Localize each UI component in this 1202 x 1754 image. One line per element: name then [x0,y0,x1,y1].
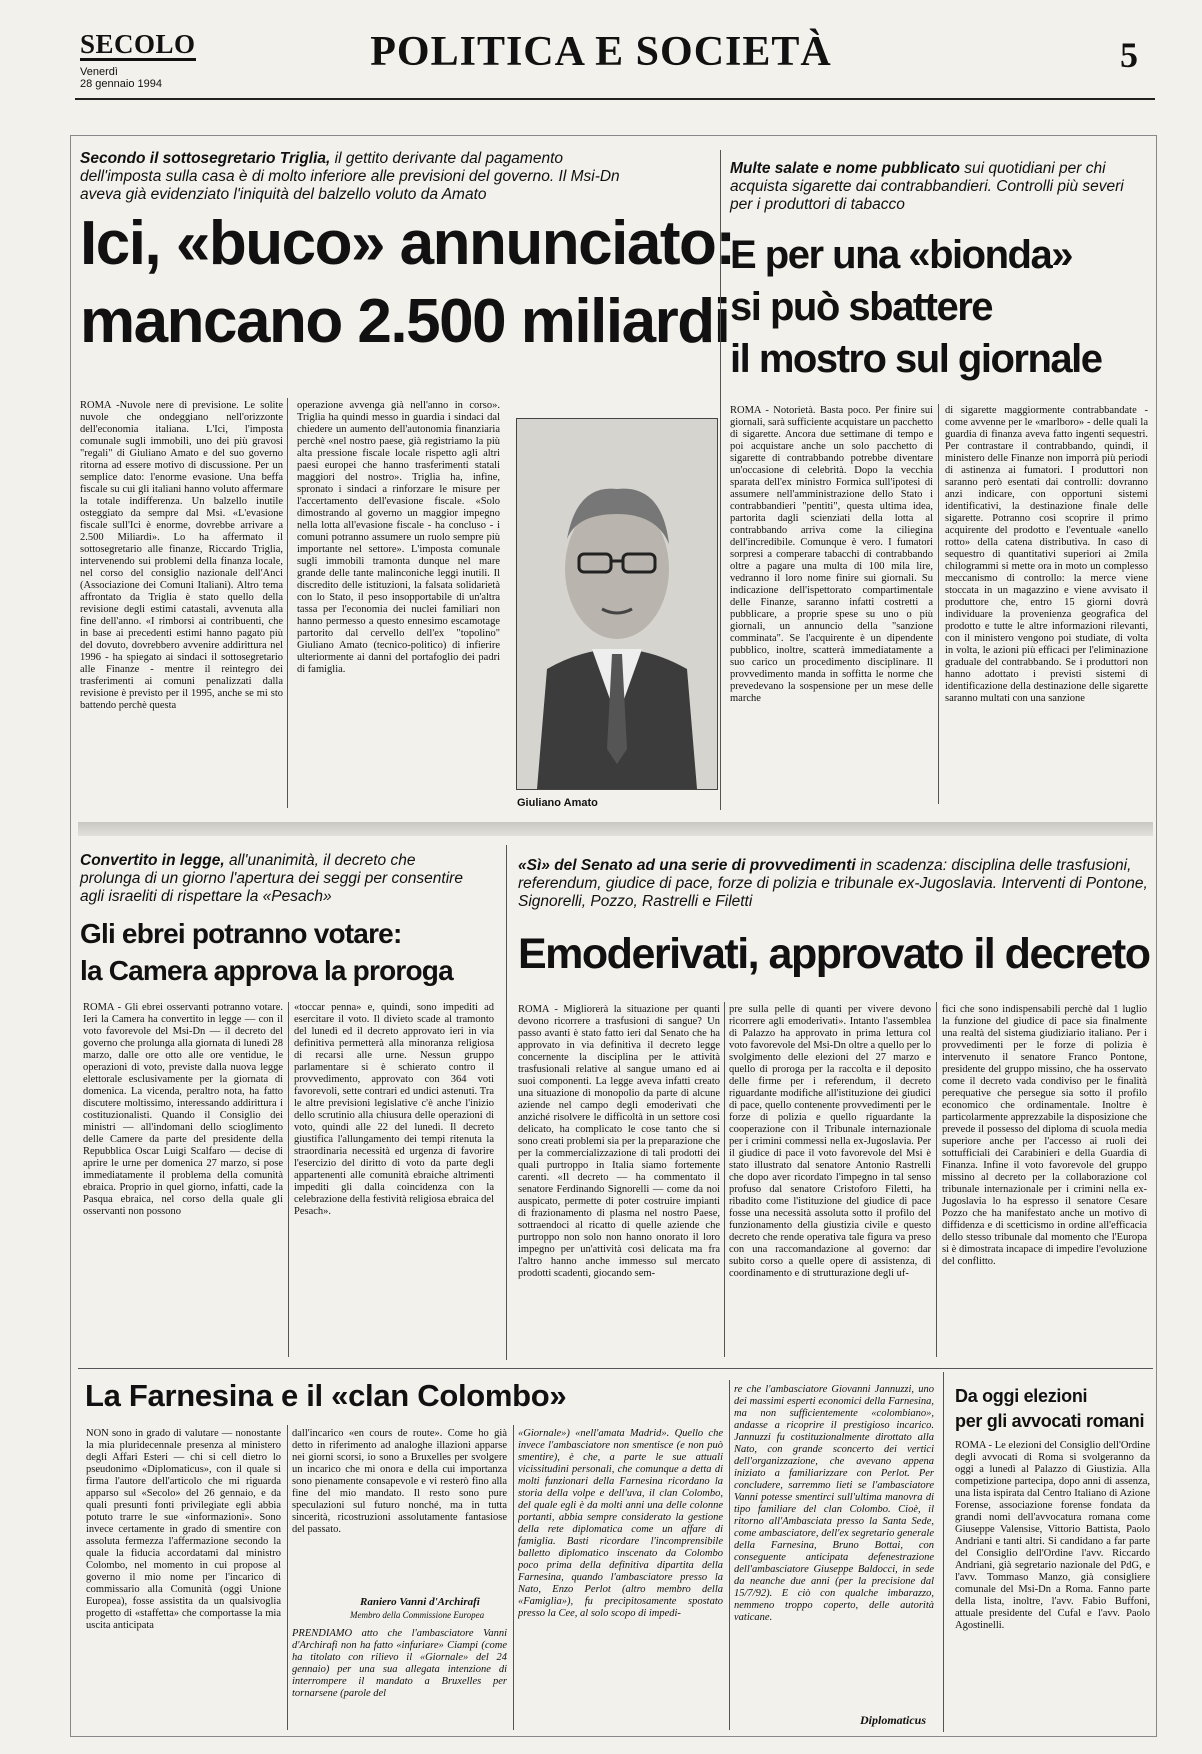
issue-full-date: 28 gennaio 1994 [80,78,162,90]
column-rule [287,1425,288,1730]
column-rule [506,845,507,1360]
column-rule [720,150,721,810]
emoderivati-headline: Emoderivati, approvato il decreto [518,930,1150,978]
ici-headline-line1: Ici, «buco» annunciato: [80,209,735,278]
emoderivati-kicker-text: in scadenza: disciplina delle trasfusioni, referendum, giudice di pace, forze di polizia e tribunale ex-Jugoslavia. Interventi di Pontone, Signorelli, Pozzo, Rastrelli e Filetti [518,857,1148,910]
bionda-headline-line2: si può sbattere [730,285,993,329]
ici-column-2: operazione avvenga già nell'anno in corso». Triglia ha quindi messo in guardia i sindaci dal chiedere un aumento dell'autonomia finanziaria perchè «nel nostro paese, già registriamo la più alta pressione fiscale locale rispetto agli altri paesi europei che hanno trasferimenti statali maggiori del nostro». Triglia ha, infine, spronato i sindaci a rinforzare le misure per l'accertamento dell'evasione fiscale. «Solo dimostrando al governo un maggior impegno nella lotta all'evasione fiscale - ha concluso - i comuni potranno assumere un ruolo sempre più importante nel settore». L'imposta comunale sugli immobili tramonta dunque nel mare grande delle tante malinconiche leggi inutili. Il discredito delle istituzioni, la falsata solidarietà con lo Stato, il peso insopportabile di un'altra tassa per l'economia dei nuclei familiari non hanno permesso a questo ennesimo escamotage partorito dal cervello dell'ex "topolino" Giuliano Amato (tecnico-politico) di infierire ulteriormente ai danni del portafoglio dei padri di famiglia. [297,400,500,675]
column-rule [288,1002,289,1357]
issue-day: Venerdì [80,66,118,78]
farnesina-column-2: dall'incarico «en cours de route». Come ho già detto in riferimento ad analoghe illazioni apparse nei giorni scorsi, io sono a Bruxelles per svolgere un incarico che mi onora e della cui importanza sono pienamente consapevole e vi resterò fino alla fine del mio mandato. Il resto sono pure speculazioni sul futuro nonché, ma in tutta sincerità, ricostruzioni assolutamente fantasiose del passato. [292,1428,507,1535]
bionda-kicker [730,160,1140,214]
editorial-reply: PRENDIAMO atto che l'ambasciatore Vanni d'Archirafi non ha fatto «infuriare» Ciampi (come ha titolato con rilievo il «Giornale» del 24 gennaio) per una sua allegata intenzione di interrompere il mandato a Bruxelles per tornarsene (parole del [292,1628,507,1699]
ebrei-kicker [80,852,480,906]
avvocati-body: ROMA - Le elezioni del Consiglio dell'Ordine degli avvocati di Roma si svolgeranno da oggi a lunedì al Palazzo di Giustizia. Alla competizione partecipa, dopo anni di assenza, una lista ispirata dal Centro Italiano di Azione Forense, associazione forense fondata da grandi nomi dell'avvocatura romana come Giuseppe Valensise, Vittorio Battista, Paolo Andriani e tanti altri. Si candidano a far parte del Consiglio dell'Ordine l'avv. Riccardo Andriani, già segretario nazionale del PdG, e l'avv. Tommaso Manzo, già consigliere comunale del Msi-Dn a Roma. Fanno parte della lista, inoltre, l'avv. Fabio Buffoni, attuale presidente del Cufal e l'avv. Paolo Agostinelli. [955,1440,1150,1631]
bionda-column-1: ROMA - Notorietà. Basta poco. Per finire sui giornali, sarà sufficiente acquistare un pacchetto di sigarette. Ancora due settimane di tempo e poi acquistare anche un solo pacchetto di sigarette di contrabbando potrebbe diventare un'occasione di celebrità. Dopo la vecchia sparata dell'ex ministro Formica sull'ipotesi di assumere nell'amministrazione dello Stato i contrabbandieri "pentiti", questa ultima idea, partorita dagli scienziati della lotta al contrabbando arriva come la ciliegina dell'incredibile. Comunque è vero. I fumatori sorpresi a comperare tabacchi di contrabbando oltre a pagare una multa di 100 mila lire, vedranno il loro nome finire sui giornali. Su indicazione dell'ispettorato compartimentale delle Finanze, saranno infatti costretti a pubblicare, a proprie spese su uno o più giornali, un annuncio della "sanzione comminata". Se l'acquirente è un dipendente pubblico, inoltre, scatterà immediatamente a suo carico un procedimento disciplinare. Il provvedimento manda in soffitta le norme che prevedevano la sospensione per un mese delle marche [730,405,933,704]
newspaper-logo: SECOLO [80,29,196,59]
column-rule [287,398,288,808]
ebrei-kicker-lead: Convertito in legge, [80,852,225,869]
farnesina-column-1: NON sono in grado di valutare — nonostante la mia pluridecennale presenza al ministero degli Affari Esteri — chi si cell dietro lo pseudonimo «Diplomaticus», con il quale si firma l'autore dell'articolo che mi riguarda apparso sul «Secolo» del 26 gennaio, e da quali presunti fonti privilegiate egli abbia potuto trarre le sue «informazioni». Sono invece certamente in grado di smentire con assoluta fermezza l'affermazione secondo la quale la fiducia accordatami dal ministro Colombo, nel momento in cui propose al governo il mio nome per l'incarico di commissario alla Comunità (oggi Unione Europea), fosse assistita da un qualsivoglia progetto di «staffetta» che comportasse la mia uscita anticipata [86,1428,281,1631]
column-rule [938,404,939,804]
ici-kicker [80,150,640,204]
ici-kicker-text: il gettito derivante dal pagamento dell'imposta sulla casa è di molto inferiore alle previsioni del governo. Il Msi-Dn aveva già evidenziato l'iniquità del balzello voluto da Amato [80,150,620,203]
portrait-illustration [517,419,717,789]
ebrei-column-2: «toccar penna» e, quindi, sono impediti ad esercitare il voto. Il divieto scade al tramonto del lunedì ed il decreto approvato ieri in via definitiva permetterà alla minoranza religiosa di recarsi alle urne. Nessun gruppo parlamentare si è schierato contro il provvedimento, approvato con 364 voti favorevoli, sette contrari ed undici astenuti. Tra le altre previsioni legislative c'è anche l'inizio dello scrutinio alla chiusura delle operazioni di voto, quindi alle 22 del lunedì. Il decreto giustifica l'allungamento dei tempi ritenuta la straordinaria necessità ed urgenza di favorire l'esercizio del diritto di voto da parte degli appartenenti alle comunità ebraiche altrimenti impediti gli dalla coincidenza con la celebrazione della festività religiosa ebraica del Pesach». [294,1002,494,1217]
avvocati-headline-line1: Da oggi elezioni [955,1386,1088,1406]
column-rule [513,1425,514,1730]
farnesina-column-3: «Giornale») «nell'amata Madrid». Quello che invece l'ambasciatore non smentisce (e non può smentire), è che, a parte le sue attuali vicissitudini personali, che comunque a detta di molti funzionari della Farnesina ricordano la storia della volpe e dell'uva, il clan Colombo, del quale egli è da molti anni una delle colonne portanti, abbia sempre considerato la gestione della rete diplomatica come un affare di famiglia. Basti ricordare l'incomprensibile balletto diplomatico inscenato da Colombo poco prima della definitiva dipartita della Farnesina, quando l'ambasciatore presso la Nato, Enzo Perlot (altro membro della «Famiglia»), fu precipitosamente spostato presso la Cee, al solo scopo di impedi- [518,1428,723,1619]
section-title: POLITICA E SOCIETÀ [370,29,832,75]
ici-headline-line2: mancano 2.500 miliardi [80,287,730,356]
column-rule [936,1002,937,1357]
ebrei-headline-line1: Gli ebrei potranno votare: [80,918,402,949]
bionda-kicker-lead: Multe salate e nome pubblicato [730,160,960,177]
page-number: 5 [1120,35,1138,75]
emoderivati-kicker [518,857,1148,911]
letter-signature: Raniero Vanni d'Archirafi [360,1596,480,1608]
section-rule [78,1368,1153,1369]
bionda-headline-line3: il mostro sul giornale [730,337,1102,381]
ebrei-column-1: ROMA - Gli ebrei osservanti potranno votare. Ieri la Camera ha convertito in legge — con il voto favorevole del Msi-Dn — il decreto del governo che prolunga alla giornata di lunedì 28 marzo, dalle ore otto alle ore ventidue, le operazioni di voto, previste dalla nuova legge elettorale esclusivamente per la giornata di domenica. La vicenda, peraltro nota, ha fatto discutere moltissimo, interessando addirittura i costituzionalisti. Quando il Consiglio dei ministri — all'indomani dello scioglimento delle Camere da parte del presidente della Repubblica Oscar Luigi Scalfaro — decise di aprire le urne per domenica 27 marzo, si pose immediatamente il problema della comunità ebraica. Proprio in quel giorno, infatti, cade la Pasqua ebraica, nel corso della quale gli osservanti non possono [83,1002,283,1217]
emoderivati-column-1: ROMA - Migliorerà la situazione per quanti devono ricorrere a trasfusioni di sangue? Un passo avanti è stato fatto ieri dal Senato che ha approvato in via definitiva il decreto legge concernente la disciplina per le attività trasfusionali relative al sangue umano ed ai suoi componenti. La legge aveva infatti creato una situazione di monopolio da parte di alcune aziende nel campo degli emoderivati che anziché risolvere le difficoltà in un settore così delicato, ha complicato le cose tanto che si sono creati problemi sia per la preparazione che per la commercializzazione di tali prodotti dei quali purtroppo in Italia siamo fortemente carenti. «Il decreto — ha commentato il senatore Ferdinando Signorelli — come da noi auspicato, permette di poter costruire impianti di frazionamento di plasma nel nostro Paese, sottraendoci al ricatto di quelle aziende che purtroppo non solo non hanno onorato il loro impegno per un'attività così delicata ma fra l'altro hanno anche immesso sul mercato prodotti scadenti, giocando sem- [518,1004,720,1279]
bionda-kicker-text: sui quotidiani per chi acquista sigarette dai contrabbandieri. Controlli più severi per i produttori di tabacco [730,160,1124,213]
photo-caption: Giuliano Amato [517,797,598,809]
ici-column-1: ROMA -Nuvole nere di previsione. Le solite nuvole che ondeggiano nell'orizzonte dell'economia italiana. L'Ici, l'imposta comunale sugli immobili, uno dei più gravosi "regali" di Giuliano Amato e del suo governo ritorna ad essere motivo di discussione. Per un semplice dato: l'enorme evasione. Una beffa fiscale su cui gli italiani hanno voluto affermare la totale indifferenza. Un balzello inutile osteggiato da sempre dal Msi. «L'evasione fiscale sull'Ici è enorme, dovrebbe arrivare a 2.500 Miliardi». Lo ha affermato il sottosegretario alle finanze, Riccardo Triglia, intervenendo sui problemi della finanza locale, nel corso del consiglio nazionale dell'Anci (Associazione dei Comuni Italiani). Altro tema affrontato da Triglia è stato quello della revisione degli estimi catastali, avvenuta alla fine dell'anno. «I rimborsi ai contribuenti, che in base ai precedenti estimi hanno pagato più del dovuto, dovrebbero avvenire addirittura nel 1996 - ha spiegato ai sindaci il sottosegretario alle Finanze - mentre il reintegro dei trasferimenti ai comuni penalizzati dalla revisione è previsto per il 1995, anche se mi sto battendo perchè questa [80,400,283,711]
emoderivati-column-3: fici che sono indispensabili perchè dal 1 luglio la funzione del giudice di pace sia finalmente una realtà del sistema giudiziario italiano. Per i provvedimenti per le forze di polizia è intervenuto il senatore Franco Pontone, presidente del gruppo missino, che ha osservato come il decreto vada condiviso per le finalità perequative che persegue sia sotto il profilo economico che ordinamentale. Inoltre è particolarmente apprezzabile la disposizione che prevede il possesso del diploma di scuola media superiore anche per l'accesso ai ruoli dei sottufficiali dei Carabinieri e della Guardia di Finanza. Infine il voto favorevole del gruppo missino al decreto per la collaborazione col tribunale internazionale per i crimini nella ex-Jugoslavia lo ha espresso il senatore Cesare Pozzo che ha manifestato anche un motivo di diffidenza e di scetticismo in ordine all'efficacia dello stesso tribunale dal momento che l'Europa si è dimostrata incapace di impedire l'evoluzione del conflitto. [942,1004,1147,1267]
bionda-column-2: di sigarette maggiormente contrabbandate - come avvenne per le «marlboro» - delle quali la guardia di finanza aveva fatto ingenti sequestri. Per contrastare il contrabbando, quindi, il ministero delle Finanze non imporrà più periodi di astinenza ai fumatori. I produttori non saranno però esentati dai controlli: dovranno anzi indicare, con opportuni sistemi identificativi, la destinazione finale delle sigarette. Potranno così scoprire il primo acquirente del prodotto e l'eventuale «anello rotto» della catena distributiva. In caso di sequestro di quantitativi superiori ai 2mila chilogrammi si mette ora in moto un complesso meccanismo di controllo: la merce viene stoccata in un magazzino e viene avvisato il produttore che, entro 15 giorni dovrà individuare la provenienza geografica del prodotto e tutte le altre informazioni rilevanti, con il ministero vengono poi studiate, di volta in volta, le azioni più efficaci per l'eliminazione graduale del contrabbando. Se i produttori non hanno adottato i previsti sistemi di identificazione della destinazione delle sigarette saranno multati con una sanzione [945,405,1148,704]
ici-kicker-lead: Secondo il sottosegretario Triglia, [80,150,331,167]
letter-signature-role: Membro della Commissione Europea [350,1610,485,1620]
column-rule [729,1380,730,1730]
bionda-headline-line1: E per una «bionda» [730,233,1072,277]
column-rule [943,1372,944,1732]
masthead-rule [75,98,1155,100]
farnesina-column-4: re che l'ambasciatore Giovanni Jannuzzi, uno dei massimi esperti economici della Farnesina, ma non sufficientemente «colombiano», andasse a ricoprire il prestigioso incarico. Jannuzzi fu costituzionalmente dirottato alla Nato, con grande sconcerto dei vertici dell'organizzazione, che avevano appena iniziato a familiarizzare con Perlot. Per concludere, sarremmo lieti se l'ambasciatore Vanni potesse smentirci sull'ultima manovra di tipo familiare del clan Colombo. Cioè, il ritorno all'Ambasciata presso la Santa Sede, come ambasciatore, dell'ex segretario generale della Farnesina, Bruno Bottai, con conseguente anticipata defenestrazione dell'ambasciatore Giuseppe Baldocci, in sede da neanche due anni (per la precisione dal 15/7/92). E ciò con qualche imbarazzo, nemmeno troppo coperto, delle autorità vaticane. [734,1384,934,1623]
ebrei-headline-line2: la Camera approva la proroga [80,955,453,986]
emoderivati-column-2: pre sulla pelle di quanti per vivere devono ricorrere agli emoderivati». Intanto l'assemblea di Palazzo ha approvato in prima lettura col voto favorevole del Msi-Dn oltre a quello per lo svolgimento delle elezioni del 27 marzo e quello di proroga per la raccolta e il deposito delle firme per i referendum, il decreto riguardante modifiche all'istituzione dei giudici di pace, quello contenente provvedimenti per le forze di polizia e quello riguardante la cooperazione con il Tribunale internazionale per i crimini commessi nella ex-Jugoslavia. Per il giudice di pace il voto favorevole del Msi è stato illustrato dal senatore Antonio Rastrelli che dopo aver ricordato l'impegno in tal senso profuso dal senatore Cristoforo Filetti, ha ribadito come l'istituzione del giudice di pace fosse una necessità assoluta sotto il profilo del funzionamento della giustizia civile e questo decreto che rende operativa tale figura va preso con una raccomandazione al governo: dar subito corso a quelle opere di assistenza, di coordinamento e di strutturazione degli uf- [729,1004,931,1279]
emoderivati-kicker-lead: «Sì» del Senato ad una serie di provvedimenti [518,857,856,874]
article-byline: Diplomaticus [860,1713,927,1727]
section-separator [78,822,1153,836]
farnesina-headline: La Farnesina e il «clan Colombo» [85,1378,567,1413]
column-rule [724,1002,725,1357]
giuliano-amato-photo [516,418,718,790]
avvocati-headline-line2: per gli avvocati romani [955,1411,1145,1431]
ebrei-kicker-text: all'unanimità, il decreto che prolunga di un giorno l'apertura dei seggi per consentire agli israeliti di rispettare la «Pesach» [80,852,463,905]
